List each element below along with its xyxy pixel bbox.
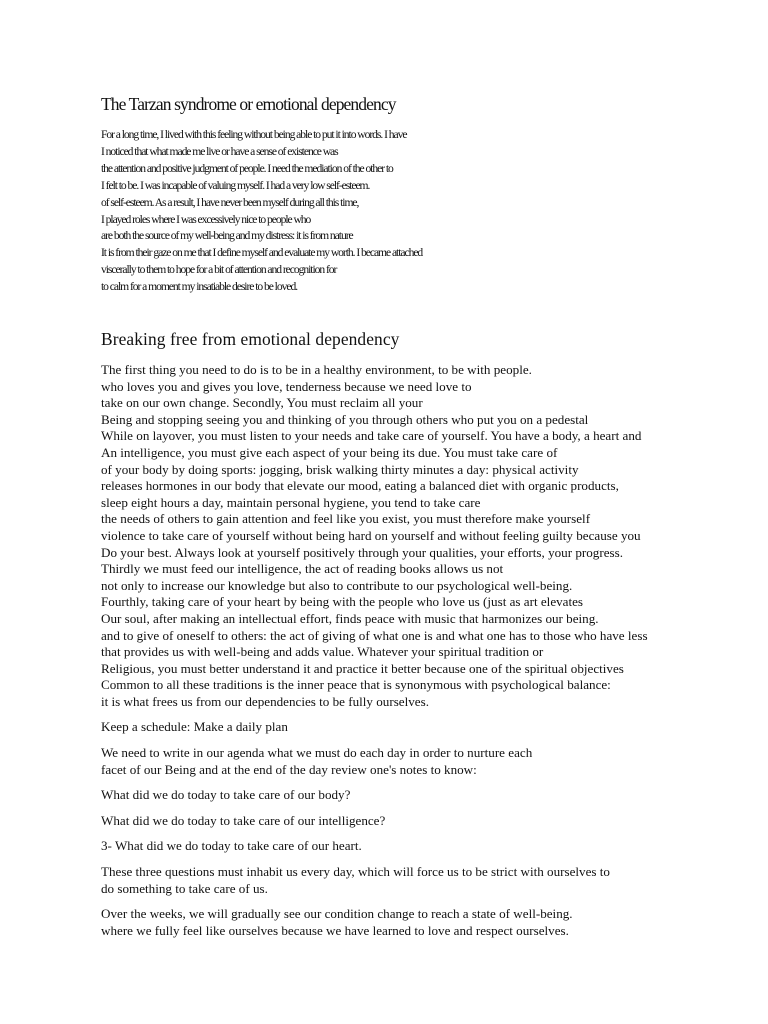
text-line: For a long time, I lived with this feeling without being able to put it into words. I have xyxy=(101,128,407,141)
main-paragraph xyxy=(101,362,701,710)
text-line: Common to all these traditions is the inner peace that is synonymous with psychological balance: xyxy=(101,677,611,693)
text-line: Over the weeks, we will gradually see our condition change to reach a state of well-being. xyxy=(101,906,573,922)
text-line: the attention and positive judgment of people. I need the mediation of the other to xyxy=(101,161,393,175)
text-line: of your body by doing sports: jogging, brisk walking thirty minutes a day: physical activity xyxy=(101,461,579,477)
intro-paragraph xyxy=(101,127,521,296)
text-line: Keep a schedule: Make a daily plan xyxy=(101,719,288,735)
text-line: Our soul, after making an intellectual effort, finds peace with music that harmonizes our being. xyxy=(101,610,599,626)
text-line: While on layover, you must listen to your needs and take care of yourself. You have a body, a heart and xyxy=(101,428,642,444)
closing-paragraph xyxy=(101,906,701,939)
text-line: of self-esteem. As a result, I have never been myself during all this time, xyxy=(101,195,359,209)
questions-paragraph xyxy=(101,864,701,897)
question-intelligence xyxy=(101,813,701,830)
text-line: Being and stopping seeing you and thinking of you through others who put you on a pedestal xyxy=(101,411,589,427)
text-line: do something to take care of us. xyxy=(101,880,268,896)
text-line: where we fully feel like ourselves because we have learned to love and respect ourselves. xyxy=(101,922,569,938)
text-line: not only to increase our knowledge but also to contribute to our psychological well-being. xyxy=(101,577,573,593)
text-line: facet of our Being and at the end of the day review one's notes to know: xyxy=(101,761,477,777)
text-line: that provides us with well-being and adds value. Whatever your spiritual tradition or xyxy=(101,644,544,660)
text-line: take on our own change. Secondly, You must reclaim all your xyxy=(101,395,423,411)
text-line: These three questions must inhabit us every day, which will force us to be strict with ourselves to xyxy=(101,864,610,880)
text-line: Thirdly we must feed our intelligence, the act of reading books allows us not xyxy=(101,561,504,577)
text-line: What did we do today to take care of our intelligence? xyxy=(101,812,386,828)
text-line: to calm for a moment my insatiable desire to be loved. xyxy=(101,280,298,294)
text-line: are both the source of my well-being and my distress: it is from nature xyxy=(101,229,353,243)
text-line: it is what frees us from our dependencies to be fully ourselves. xyxy=(101,693,429,709)
question-heart xyxy=(101,838,701,855)
text-line: The first thing you need to do is to be in a healthy environment, to be with people. xyxy=(101,362,532,377)
section-body xyxy=(101,362,701,939)
page-title: The Tarzan syndrome or emotional dependency xyxy=(101,94,396,114)
text-line: What did we do today to take care of our body? xyxy=(101,787,351,803)
text-line: Religious, you must better understand it and practice it better because one of the spiritual objectives xyxy=(101,660,624,676)
text-line: the needs of others to gain attention and feel like you exist, you must therefore make yourself xyxy=(101,511,591,527)
text-line: I felt to be. I was incapable of valuing myself. I had a very low self-esteem. xyxy=(101,178,370,192)
question-body xyxy=(101,787,701,804)
section-heading: Breaking free from emotional dependency xyxy=(101,329,400,349)
text-line: It is from their gaze on me that I define myself and evaluate my worth. I became attached xyxy=(101,246,423,260)
text-line: viscerally to them to hope for a bit of attention and recognition for xyxy=(101,263,337,277)
text-line: sleep eight hours a day, maintain personal hygiene, you tend to take care xyxy=(101,494,481,510)
text-line: who loves you and gives you love, tenderness because we need love to xyxy=(101,378,472,394)
text-line: Do your best. Always look at yourself positively through your qualities, your efforts, your progress. xyxy=(101,544,623,560)
text-line: 3- What did we do today to take care of our heart. xyxy=(101,838,362,854)
text-line: I played roles where I was excessively nice to people who xyxy=(101,212,311,226)
text-line: We need to write in our agenda what we must do each day in order to nurture each xyxy=(101,745,533,761)
schedule-paragraph xyxy=(101,719,701,736)
text-line: and to give of oneself to others: the act of giving of what one is and what one has to those who have less xyxy=(101,627,648,643)
text-line: Fourthly, taking care of your heart by being with the people who love us (just as art elevates xyxy=(101,594,584,610)
agenda-paragraph xyxy=(101,745,701,778)
text-line: violence to take care of yourself without being hard on yourself and without feeling guilty because you xyxy=(101,527,641,543)
text-line: I noticed that what made me live or have a sense of existence was xyxy=(101,144,338,158)
text-line: An intelligence, you must give each aspect of your being its due. You must take care of xyxy=(101,444,558,460)
text-line: releases hormones in our body that elevate our mood, eating a balanced diet with organic products, xyxy=(101,478,619,494)
